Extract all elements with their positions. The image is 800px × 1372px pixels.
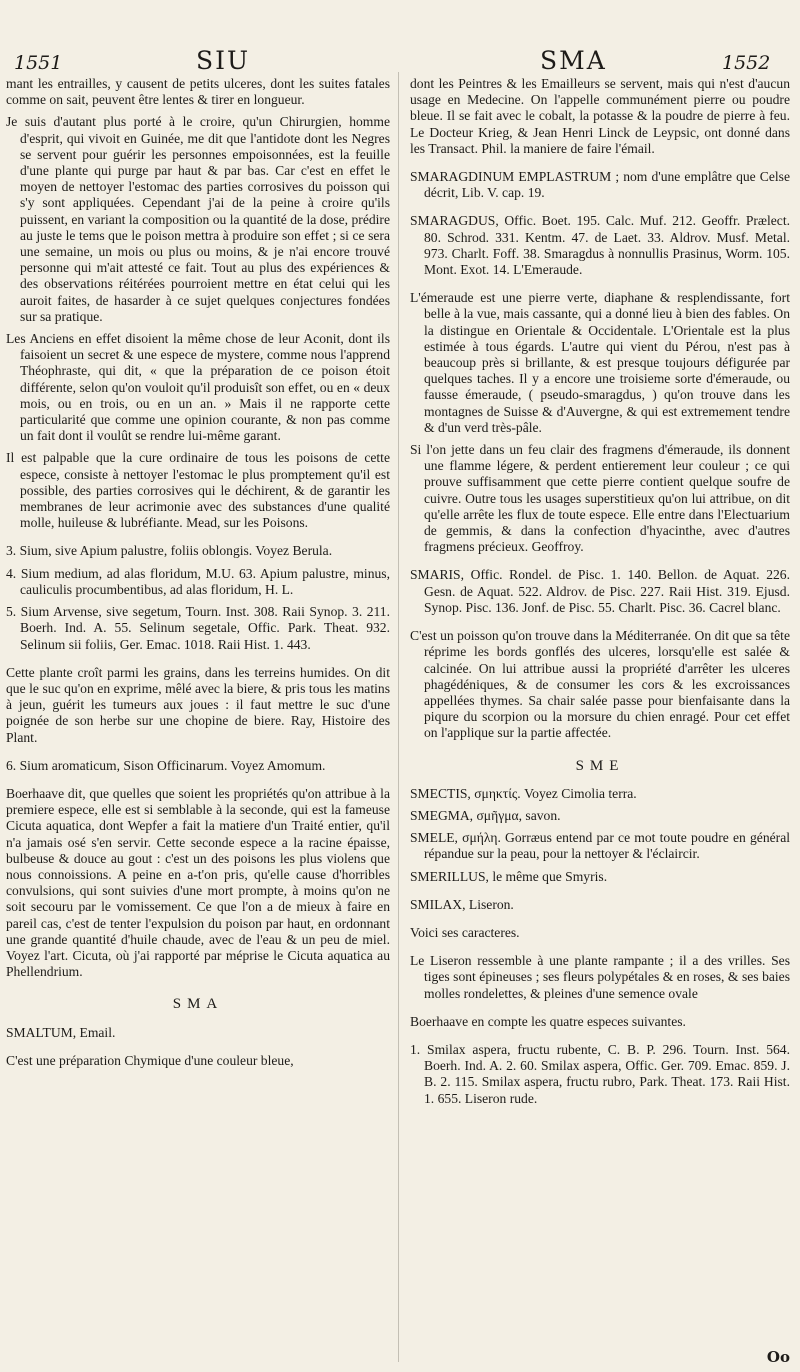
paragraph: C'est un poisson qu'on trouve dans la Méditerranée. On dit que sa tête réprime les bords gonflés des ulceres, lorsqu'elle est salée & calcinée. On lui attribue aussi la propriété d'arrêter les ulceres phagédéniques, & de consumer les cors & les excroissances appellées thymes. Sa chair salée passe pour bienfaisante dans la piqure du scorpion ou la morsure du chien enragé. Pour cet effet on l'applique sur la partie affectée.	[410, 628, 790, 741]
page-number-right: 1552	[722, 52, 771, 74]
entry: SMELE, σμήλη. Gorræus entend par ce mot toute poudre en général répandue sur la peau, pour la nettoyer & l'éclaircir.	[410, 830, 790, 862]
paragraph: mant les entrailles, y causent de petits ulceres, dont les suites fatales comme on sait, peuvent être lentes & tirer en longueur.	[6, 76, 390, 108]
species-entry: 4. Sium medium, ad alas floridum, M.U. 63. Apium palustre, minus, cauliculis procumbentibus, ad alas floridum, H. L.	[6, 565, 390, 597]
entry: SMARAGDUS, Offic. Boet. 195. Calc. Muf. 212. Geoffr. Prælect. 80. Schrod. 331. Kentm. 47. de Laet. 33. Aldrov. Musf. Metal. 973. Charlt. Foff. 38. Smaragdus à nonnullis Prasinus, Worm. 105. Mont. Exot. 14. L'Emeraude.	[410, 213, 790, 278]
entry: SMERILLUS, le même que Smyris.	[410, 868, 608, 884]
signature-mark: Oo	[766, 1348, 790, 1366]
paragraph: C'est une préparation Chymique d'une couleur bleue,	[6, 1052, 294, 1068]
species-entry: 3. Sium, sive Apium palustre, foliis oblongis. Voyez Berula.	[6, 543, 333, 559]
species-entry: 1. Smilax aspera, fructu rubente, C. B. P. 296. Tourn. Inst. 564. Boerh. Ind. A. 2. 60. Smilax aspera, Offic. Ger. 709. Emac. 859. J. B. 2. 115. Smilax aspera, fructu rubro, Park. Theat. 173. Raii Hist. 1. 655. Liseron rude.	[410, 1041, 790, 1106]
entry: SMEGMA, σμῆγμα, savon.	[410, 807, 561, 823]
entry: SMECTIS, σμηκτίς. Voyez Cimolia terra.	[410, 785, 637, 801]
paragraph: Je suis d'autant plus porté à le croire, qu'un Chirurgien, homme d'esprit, qui vivoit en Guinée, me dit que l'antidote dont les Negres se servent pour guérir les personnes empoisonnées, est la feuille d'une plante qui purge par haut & par bas. Car c'est en effet le moyen de nettoyer l'estomac des parties corrosives du poisson qui s'y sont appliquées. Cependant j'ai de la peine à croire qu'ils puissent, en variant la composition ou la quantité de la dose, prédire au juste le tems que le poison mettra à produire son effet ; si ce sera une semaine, un mois ou plus ou moins, & je n'ai encore trouvé personne qui m'ait attesté ce fait. Tout au plus des expériences & des observations réitérées pourroient mettre en état celui qui les auroit faites, de hasarder à ce sujet quelques conjectures fondées sur sa pratique.	[6, 114, 390, 324]
entry-headword: SMALTUM, Email.	[6, 1024, 116, 1040]
entry: SMARAGDINUM EMPLASTRUM ; nom d'une emplâtre que Celse décrit, Lib. V. cap. 19.	[410, 169, 790, 201]
column-divider	[398, 72, 399, 1362]
entry: SMARIS, Offic. Rondel. de Pisc. 1. 140. Bellon. de Aquat. 226. Gesn. de Aquat. 522. Aldrov. de Pisc. 227. Raii Hist. 319. Ejusd. Synop. Pisc. 136. Jonf. de Pisc. 55. Charlt. Pisc. 36. Cacrel blanc.	[410, 567, 790, 615]
paragraph: Il est palpable que la cure ordinaire de tous les poisons de cette espece, consiste à nettoyer l'estomac le plus promptement qu'il est possible, des parties corrosives qui le déchirent, & de garantir les membranes de leur acrimonie avec des substances d'une qualité molle, huileuse & lubréfiante. Mead, sur les Poisons.	[6, 450, 390, 531]
section-heading: SME	[575, 757, 625, 774]
entry: SMILAX, Liseron.	[410, 896, 514, 912]
paragraph: Le Liseron ressemble à une plante rampante ; il a des vrilles. Ses tiges sont épineuses ; ses fleurs polypétales & en roses, & ses baies molles rondelettes, & pleines d'une semence ovale	[410, 953, 790, 1001]
running-head-left: SIU	[196, 46, 251, 75]
paragraph: Boerhaave en compte les quatre especes suivantes.	[410, 1013, 686, 1029]
right-column	[410, 76, 790, 1356]
species-entry: 5. Sium Arvense, sive segetum, Tourn. Inst. 308. Raii Synop. 3. 211. Boerh. Ind. A. 55. Selinum segetale, Offic. Park. Theat. 932. Selinum sii foliis, Ger. Emac. 1018. Raii Hist. 1. 443.	[6, 604, 390, 652]
page-number-left: 1551	[14, 52, 63, 74]
paragraph: Voici ses caracteres.	[410, 924, 520, 940]
paragraph: dont les Peintres & les Emailleurs se servent, mais qui n'est d'aucun usage en Medecine. On l'appelle communément pierre ou poudre bleue. Il se fait avec le cobalt, la potasse & la poudre de pierre à feu. Le Docteur Krieg, & Jean Henri Linck de Leypsic, ont donné dans les Transact. Phil. la maniere de faire l'émail.	[410, 76, 790, 156]
species-entry: 6. Sium aromaticum, Sison Officinarum. Voyez Amomum.	[6, 757, 326, 773]
paragraph: Les Anciens en effet disoient la même chose de leur Aconit, dont ils faisoient un secret & une espece de mystere, comme nous l'apprend Théophraste, qui dit, « que la préparation de ce poison étoit différente, selon qu'on vouloit qu'il produisît son effet, ou en « deux mois, ou en trois, ou en un an. » Mais il ne rapporte cette particularité que comme une opinion courante, & non pas comme un fait dont il voulût se rendre lui-même garant.	[6, 331, 390, 444]
paragraph: Cette plante croît parmi les grains, dans les terreins humides. On dit que le suc qu'on en exprime, mêlé avec la biere, & pris tous les matins à jeun, guérit les tumeurs aux joues : il faut mettre le suc d'une poignée de son herbe sur une chopine de biere. Ray, Histoire des Plant.	[6, 664, 390, 745]
paragraph: Si l'on jette dans un feu clair des fragmens d'émeraude, ils donnent une flamme légere, & perdent entierement leur couleur ; ce qui prouve suffisamment que cette pierre contient quelque soufre de cuivre. Outre tous les usages superstitieux qu'on lui attribue, on dit qu'elle arrête les flux de toute espece. Elle entre dans l'Electuarium de gemmis, & dans la confection d'hyacinthe, avec d'autres fragmens précieux. Geoffroy.	[410, 442, 790, 555]
paragraph: L'émeraude est une pierre verte, diaphane & resplendissante, fort belle à la vue, mais cassante, qui a donné lieu à bien des fables. On la distingue en Orientale & Occidentale. L'Orientale est la plus estimée à tous égards. L'autre qui vient du Pérou, n'est pas à beaucoup près si brillante, & est presque toujours défigurée par quelques taches. Il y a encore une troisieme sorte d'émeraude, ou fausse émeraude, ( pseudo-smaragdus, ) qu'on trouve dans les montagnes de Suisse & d'Auvergne, & qui est extremement tendre & d'un verd très-pâle.	[410, 290, 790, 435]
section-heading: SMA	[172, 996, 224, 1013]
paragraph: Boerhaave dit, que quelles que soient les propriétés qu'on attribue à la premiere espece, elle est si semblable à la seconde, qui est la fameuse Cicuta aquatica, dont Wepfer a fait la matiere d'un Traité entier, qu'il n'a jamais osé s'en servir. Cette seconde espece a la racine épaisse, bulbeuse & douce au gout : c'est un des poisons les plus violens que nous connoissions. A peine en a-t'on pris, qu'elle cause d'horribles convulsions, qui sont suivies d'une mort prompte, à moins qu'on ne soit secouru par le vomissement. Ce que l'on a de mieux à faire en pareil cas, c'est de tenter l'expulsion du poison par haut, en ordonnant une grande quantité d'huile chaude, avec de l'eau & un peu de miel. Voyez l'art. Cicuta, où j'ai rapporté par méprise le Cicuta aquatica au Phellendrium.	[6, 785, 390, 980]
running-head-right: SMA	[540, 46, 607, 75]
left-column	[6, 76, 390, 1356]
